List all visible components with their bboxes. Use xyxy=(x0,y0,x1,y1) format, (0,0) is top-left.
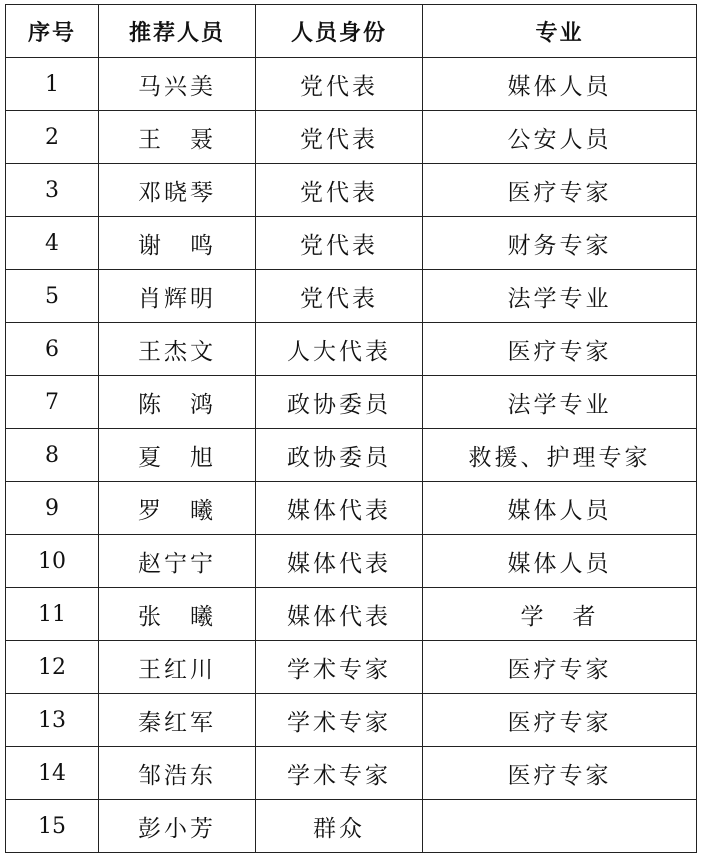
cell-seq: 15 xyxy=(6,800,99,853)
cell-identity: 学术专家 xyxy=(256,694,423,747)
header-identity: 人员身份 xyxy=(256,5,423,58)
cell-specialty: 媒体人员 xyxy=(423,535,697,588)
table-row xyxy=(6,164,697,217)
cell-name: 张 曦 xyxy=(99,588,256,641)
cell-name: 陈 鸿 xyxy=(99,376,256,429)
cell-name: 邹浩东 xyxy=(99,747,256,800)
cell-specialty: 法学专业 xyxy=(423,270,697,323)
cell-identity: 学术专家 xyxy=(256,747,423,800)
table-row xyxy=(6,429,697,482)
table-body xyxy=(6,58,697,853)
cell-specialty: 医疗专家 xyxy=(423,694,697,747)
cell-specialty: 学 者 xyxy=(423,588,697,641)
table-header xyxy=(6,5,697,58)
table-row xyxy=(6,535,697,588)
header-specialty: 专业 xyxy=(423,5,697,58)
cell-identity: 政协委员 xyxy=(256,376,423,429)
cell-name: 王杰文 xyxy=(99,323,256,376)
cell-seq: 5 xyxy=(6,270,99,323)
cell-name: 罗 曦 xyxy=(99,482,256,535)
header-row xyxy=(6,5,697,58)
cell-name: 彭小芳 xyxy=(99,800,256,853)
table-row xyxy=(6,800,697,853)
cell-identity: 党代表 xyxy=(256,270,423,323)
table-row xyxy=(6,323,697,376)
cell-specialty xyxy=(423,800,697,853)
cell-specialty: 救援、护理专家 xyxy=(423,429,697,482)
table-row xyxy=(6,747,697,800)
cell-seq: 11 xyxy=(6,588,99,641)
cell-seq: 8 xyxy=(6,429,99,482)
cell-identity: 媒体代表 xyxy=(256,588,423,641)
cell-specialty: 财务专家 xyxy=(423,217,697,270)
cell-name: 王红川 xyxy=(99,641,256,694)
table-row xyxy=(6,641,697,694)
cell-name: 邓晓琴 xyxy=(99,164,256,217)
cell-specialty: 公安人员 xyxy=(423,111,697,164)
table-row xyxy=(6,482,697,535)
cell-name: 肖辉明 xyxy=(99,270,256,323)
cell-name: 马兴美 xyxy=(99,58,256,111)
cell-identity: 党代表 xyxy=(256,58,423,111)
cell-seq: 13 xyxy=(6,694,99,747)
cell-seq: 9 xyxy=(6,482,99,535)
table-row xyxy=(6,111,697,164)
cell-seq: 12 xyxy=(6,641,99,694)
cell-seq: 2 xyxy=(6,111,99,164)
table-row xyxy=(6,217,697,270)
cell-seq: 10 xyxy=(6,535,99,588)
cell-seq: 3 xyxy=(6,164,99,217)
cell-specialty: 医疗专家 xyxy=(423,641,697,694)
cell-seq: 7 xyxy=(6,376,99,429)
cell-seq: 4 xyxy=(6,217,99,270)
cell-identity: 党代表 xyxy=(256,111,423,164)
cell-identity: 学术专家 xyxy=(256,641,423,694)
cell-name: 谢 鸣 xyxy=(99,217,256,270)
cell-identity: 人大代表 xyxy=(256,323,423,376)
cell-seq: 6 xyxy=(6,323,99,376)
cell-identity: 媒体代表 xyxy=(256,482,423,535)
cell-identity: 群众 xyxy=(256,800,423,853)
cell-specialty: 媒体人员 xyxy=(423,482,697,535)
cell-specialty: 法学专业 xyxy=(423,376,697,429)
cell-name: 秦红军 xyxy=(99,694,256,747)
header-seq: 序号 xyxy=(6,5,99,58)
table-row xyxy=(6,694,697,747)
header-name: 推荐人员 xyxy=(99,5,256,58)
cell-name: 赵宁宁 xyxy=(99,535,256,588)
cell-seq: 14 xyxy=(6,747,99,800)
cell-identity: 政协委员 xyxy=(256,429,423,482)
recommendation-table xyxy=(5,4,697,853)
table-row xyxy=(6,588,697,641)
table-row xyxy=(6,270,697,323)
cell-name: 王 聂 xyxy=(99,111,256,164)
cell-identity: 党代表 xyxy=(256,164,423,217)
table-row xyxy=(6,58,697,111)
cell-specialty: 医疗专家 xyxy=(423,747,697,800)
cell-identity: 媒体代表 xyxy=(256,535,423,588)
cell-identity: 党代表 xyxy=(256,217,423,270)
table-row xyxy=(6,376,697,429)
cell-seq: 1 xyxy=(6,58,99,111)
cell-name: 夏 旭 xyxy=(99,429,256,482)
cell-specialty: 医疗专家 xyxy=(423,323,697,376)
cell-specialty: 医疗专家 xyxy=(423,164,697,217)
cell-specialty: 媒体人员 xyxy=(423,58,697,111)
